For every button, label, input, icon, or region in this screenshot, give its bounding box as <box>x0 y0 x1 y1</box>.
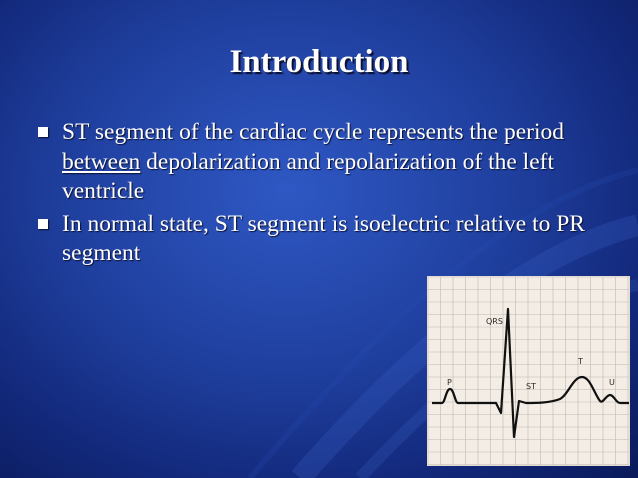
bullet-text: ST segment of the cardiac cycle represents the period <box>62 119 565 145</box>
underlined-word: between <box>62 148 141 175</box>
t-wave-label: T <box>578 357 583 366</box>
bullet-text: In normal state, ST segment is isoelectric relative to PR segment <box>62 210 585 266</box>
square-bullet-icon <box>38 127 48 137</box>
slide-title: Introduction <box>229 44 409 80</box>
bullet-text: depolarization and repolarization of the left ventricle <box>62 148 554 204</box>
u-wave-label: U <box>609 378 615 387</box>
ecg-diagram <box>428 277 629 465</box>
square-bullet-icon <box>38 219 48 229</box>
bullet-item <box>38 118 618 207</box>
ecg-grid <box>428 277 629 465</box>
bullet-item <box>38 210 618 269</box>
ecg-figure <box>427 276 630 466</box>
qrs-label: QRS <box>486 317 503 326</box>
st-segment-label: ST <box>526 382 536 391</box>
p-wave-label: P <box>447 378 452 387</box>
bullet-list <box>38 118 618 272</box>
ecg-trace <box>432 309 629 437</box>
